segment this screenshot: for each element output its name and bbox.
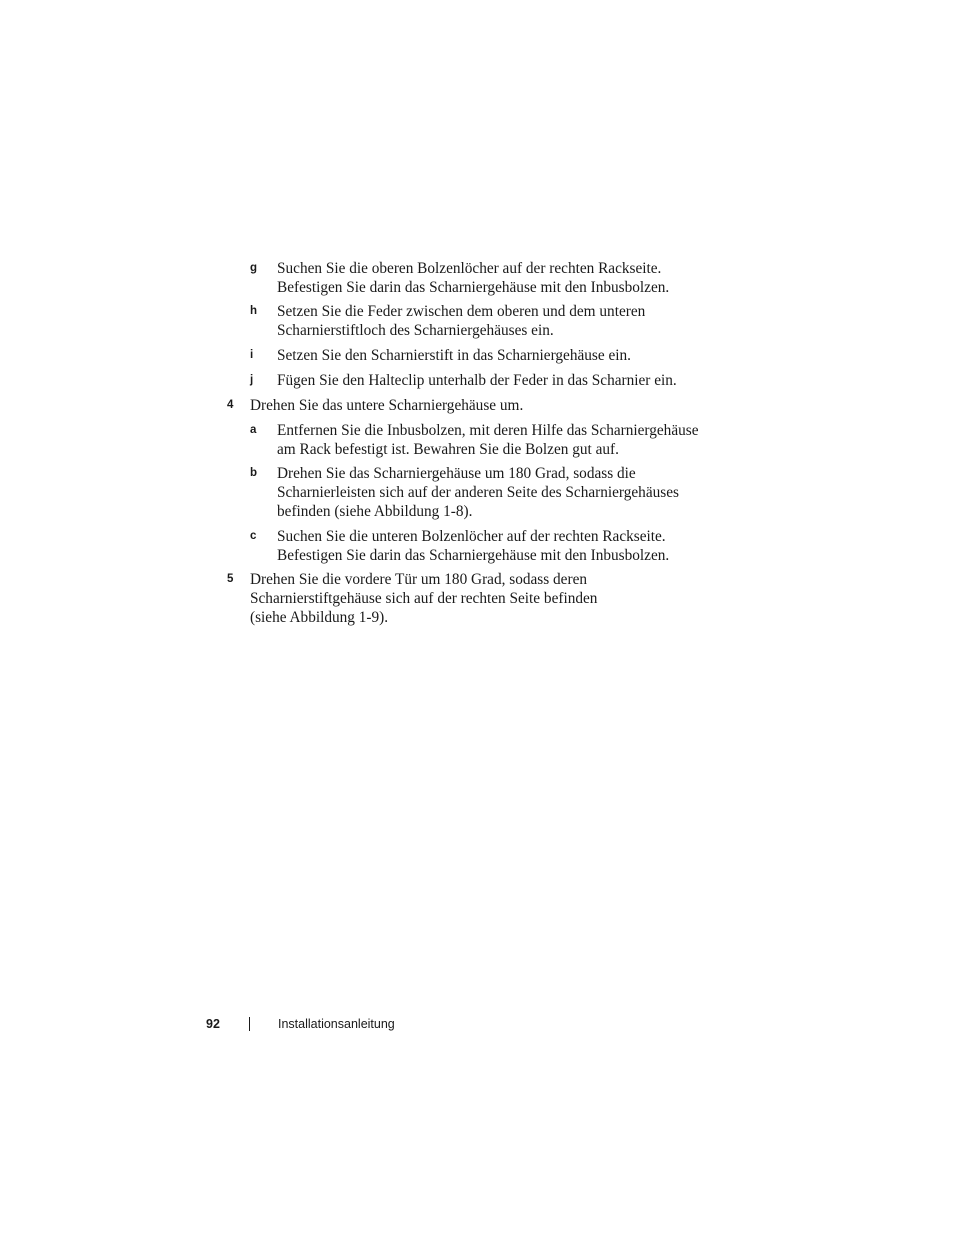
substep-text: Entfernen Sie die Inbusbolzen, mit deren Hilfe das Scharniergehäuse xyxy=(277,422,699,439)
substep-marker: b xyxy=(250,467,258,479)
substep-text: Suchen Sie die unteren Bolzenlöcher auf der rechten Rackseite. xyxy=(277,528,666,545)
substep-text: befinden (siehe Abbildung 1-8). xyxy=(277,503,473,520)
substep-a xyxy=(250,421,747,459)
substep-h xyxy=(250,302,747,340)
substep-text: am Rack befestigt ist. Bewahren Sie die Bolzen gut auf. xyxy=(277,441,619,458)
substep-text: Scharnierstiftloch des Scharniergehäuses ein. xyxy=(277,322,554,339)
step-text: Drehen Sie die vordere Tür um 180 Grad, sodass deren xyxy=(250,571,588,588)
substep-text: Drehen Sie das Scharniergehäuse um 180 Grad, sodass die xyxy=(277,465,636,482)
substep-text: Setzen Sie die Feder zwischen dem oberen und dem unteren xyxy=(277,303,646,320)
step-marker: 5 xyxy=(227,573,234,585)
substep-i xyxy=(250,346,747,365)
step-text: Drehen Sie das untere Scharniergehäuse um. xyxy=(250,397,524,414)
footer-separator xyxy=(249,1017,250,1031)
substep-c xyxy=(250,527,747,565)
substep-marker: a xyxy=(250,424,257,436)
substep-text: Befestigen Sie darin das Scharniergehäuse mit den Inbusbolzen. xyxy=(277,279,670,296)
substep-text: Scharnierleisten sich auf der anderen Seite des Scharniergehäuses xyxy=(277,484,679,501)
substep-g xyxy=(250,259,747,297)
substep-text: Befestigen Sie darin das Scharniergehäuse mit den Inbusbolzen. xyxy=(277,547,670,564)
page-number: 92 xyxy=(206,1017,220,1031)
substep-marker: c xyxy=(250,530,257,542)
step-text: Scharnierstiftgehäuse sich auf der rechten Seite befinden xyxy=(250,590,598,607)
step-4 xyxy=(227,396,720,415)
substep-marker: g xyxy=(250,262,258,274)
substep-marker: i xyxy=(250,349,254,361)
step-marker: 4 xyxy=(227,399,234,411)
substep-marker: j xyxy=(250,374,254,386)
substep-j xyxy=(250,371,747,390)
substep-text: Setzen Sie den Scharnierstift in das Scharniergehäuse ein. xyxy=(277,347,631,364)
substep-b xyxy=(250,464,747,521)
footer-title: Installationsanleitung xyxy=(278,1017,395,1031)
substep-text: Fügen Sie den Halteclip unterhalb der Feder in das Scharnier ein. xyxy=(277,372,677,389)
step-5 xyxy=(227,570,720,627)
substep-marker: h xyxy=(250,305,258,317)
step-text: (siehe Abbildung 1-9). xyxy=(250,609,389,626)
substep-text: Suchen Sie die oberen Bolzenlöcher auf der rechten Rackseite. xyxy=(277,260,662,277)
